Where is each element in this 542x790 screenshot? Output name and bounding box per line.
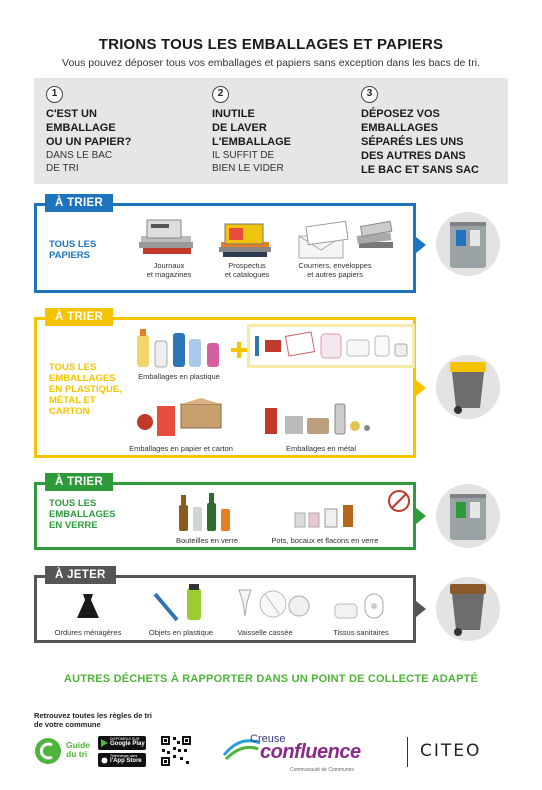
- section-tag: À TRIER: [45, 194, 113, 212]
- guide-du-tri-logo[interactable]: [34, 737, 62, 765]
- section-category: TOUS LES EMBALLAGES EN PLASTIQUE, MÉTAL ET CARTON: [49, 362, 122, 417]
- sanitary-tissues-icon: [333, 590, 389, 622]
- section-tag: À TRIER: [45, 473, 113, 491]
- google-play-label: Google Play: [110, 741, 145, 747]
- step-3: [361, 86, 479, 177]
- step-heading: DÉPOSEZ VOS EMBALLAGES SÉPARÉS LES UNS DES AUTRES DANS LE BAC ET SANS SAC: [361, 108, 479, 176]
- brown-lid-bin-icon: [446, 582, 490, 638]
- small-plastic-items-icon: [251, 328, 411, 364]
- steps-panel: [34, 78, 508, 184]
- section-verre: [34, 476, 416, 550]
- step-heading: C'EST UN EMBALLAGE OU UN PAPIER?: [46, 108, 132, 148]
- page-title: TRIONS TOUS LES EMBALLAGES ET PAPIERS: [98, 36, 444, 53]
- google-play-small: DISPONIBLE SUR: [110, 737, 140, 741]
- section-category: TOUS LES EMBALLAGES EN VERRE: [49, 498, 116, 531]
- item-caption: Emballages en plastique: [138, 372, 220, 381]
- paper-stack-icon: [355, 216, 395, 260]
- collection-point-heading: AUTRES DÉCHETS À RAPPORTER DANS UN POINT DE COLLECTE ADAPTÉ: [63, 673, 479, 685]
- no-glass-icon: [387, 489, 411, 513]
- yellow-lid-bin-icon: [446, 360, 490, 416]
- creuse-label: Creuse: [250, 733, 286, 745]
- section-category: TOUS LES PAPIERS: [49, 239, 97, 261]
- step-heading: INUTILE DE LAVER L'EMBALLAGE: [212, 108, 291, 148]
- app-store-label: l'App Store: [110, 758, 142, 764]
- item-caption: Emballages en papier et carton: [129, 444, 233, 453]
- section-arrow: [416, 380, 426, 396]
- step-2: [212, 86, 291, 175]
- google-play-badge[interactable]: [98, 736, 146, 750]
- qr-code-icon[interactable]: [160, 735, 192, 767]
- confluence-wordmark: confluence: [260, 741, 361, 763]
- page-subtitle: Vous pouvez déposer tous vos emballages et papiers sans exception dans les bacs de tri.: [62, 57, 480, 69]
- app-store-small: Télécharger dans: [110, 754, 138, 758]
- footer-divider: [407, 737, 408, 767]
- plus-icon: [231, 342, 247, 358]
- item-caption: Objets en plastique: [148, 628, 214, 637]
- communaute-label: Communauté de Communes: [290, 767, 354, 773]
- item-caption: Emballages en métal: [285, 444, 357, 453]
- item-caption: Journaux et magazines: [146, 261, 192, 279]
- envelopes-icon: [295, 220, 351, 260]
- glass-jars-icon: [293, 501, 363, 531]
- step-number: 1: [46, 86, 63, 103]
- section-tag: À JETER: [45, 566, 116, 584]
- app-store-badge[interactable]: [98, 753, 146, 767]
- catalogues-icon: [217, 218, 273, 260]
- section-emballages: [34, 311, 416, 458]
- guide-du-tri-label: Guide du tri: [66, 740, 91, 759]
- apple-icon: [101, 756, 108, 764]
- trash-bag-icon: [75, 590, 101, 620]
- section-jeter: [34, 569, 416, 643]
- item-caption: Tissus sanitaires: [333, 628, 389, 637]
- section-arrow: [416, 601, 426, 617]
- item-caption: Ordures ménagères: [54, 628, 122, 637]
- step-detail: IL SUFFIT DE BIEN LE VIDER: [212, 150, 284, 174]
- retrouvez-text: Retrouvez toutes les règles de tri de votre commune: [34, 711, 152, 729]
- newspapers-icon: [137, 216, 197, 260]
- carton-packaging-icon: [135, 398, 231, 442]
- google-play-icon: [101, 739, 108, 747]
- item-caption: Vaisselle cassée: [237, 628, 293, 637]
- step-detail: DANS LE BAC DE TRI: [46, 150, 113, 174]
- metal-packaging-icon: [263, 400, 383, 440]
- item-caption: Courriers, enveloppes et autres papiers: [298, 261, 372, 279]
- step-number: 2: [212, 86, 229, 103]
- step-number: 3: [361, 86, 378, 103]
- section-arrow: [416, 508, 426, 524]
- section-arrow: [416, 237, 426, 253]
- citeo-logo: CITEO: [420, 741, 482, 761]
- step-1: [46, 86, 131, 175]
- item-caption: Prospectus et catalogues: [224, 261, 270, 279]
- section-tag: À TRIER: [45, 308, 113, 326]
- item-caption: Pots, bocaux et flacons en verre: [271, 536, 379, 545]
- plastic-bottles-icon: [135, 325, 227, 369]
- broken-dishes-icon: [235, 586, 311, 622]
- paper-container-icon: [448, 218, 488, 270]
- section-papiers: [34, 197, 416, 293]
- glass-bottles-icon: [177, 493, 237, 533]
- plastic-objects-icon: [153, 584, 209, 624]
- glass-container-icon: [448, 490, 488, 542]
- item-caption: Bouteilles en verre: [175, 536, 239, 545]
